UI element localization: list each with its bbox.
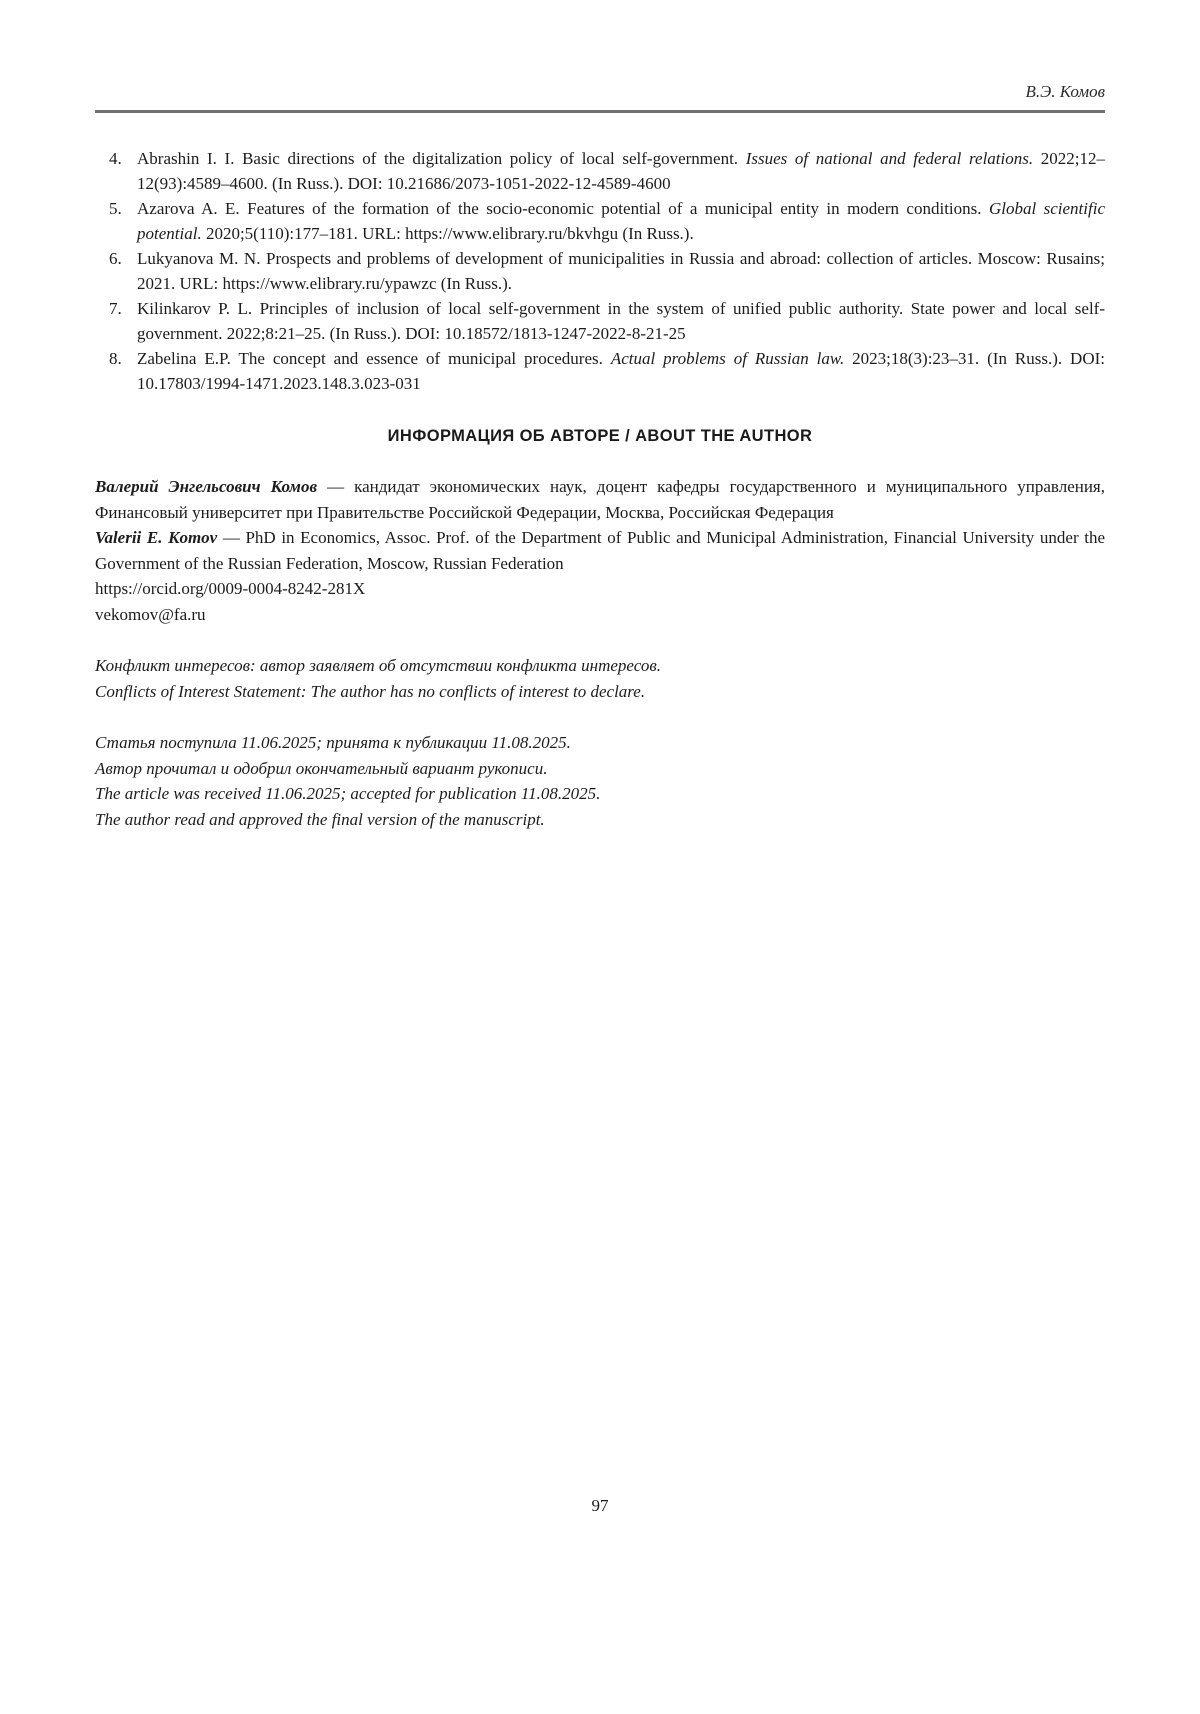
reference-text <box>137 349 1105 393</box>
reference-segment: Zabelina E.P. The concept and essence of municipal procedures. <box>137 349 611 368</box>
reference-text <box>137 249 1105 293</box>
reference-segment: Kilinkarov P. L. Principles of inclusion of local self-government in the system of unified public authority. State power and local self-government. 2022;8:21–25. (In Russ.). DOI: 10.18572/1813-1247-2022-8-21-25 <box>137 299 1105 343</box>
author-ru-paragraph <box>95 474 1105 525</box>
reference-segment: 2023;18(3):23–31. (In Russ.). DOI: 10.17803/1994-1471.2023.148.3.023-031 <box>137 349 1105 393</box>
approved-note-en: The author read and approved the final version of the manuscript. <box>95 809 545 829</box>
author-email: vekomov@fa.ru <box>95 604 206 624</box>
received-date-en: The article was received 11.06.2025; accepted for publication 11.08.2025. <box>95 784 601 803</box>
reference-text <box>137 299 1105 343</box>
author-en-paragraph <box>95 525 1105 576</box>
reference-item-8 <box>95 346 1105 396</box>
reference-text <box>137 149 1105 193</box>
page-number: 97 <box>591 1496 609 1515</box>
received-date-ru: Статья поступила 11.06.2025; принята к публикации 11.08.2025. <box>95 733 571 752</box>
conflict-of-interest-block <box>95 653 1105 704</box>
conflict-statement-ru: Конфликт интересов: автор заявляет об отсутствии конфликта интересов. <box>95 656 662 675</box>
reference-item-7 <box>95 296 1105 346</box>
reference-number: 7. <box>109 299 122 318</box>
reference-segment: Lukyanova M. N. Prospects and problems of development of municipalities in Russia and abroad: collection of articles. Moscow: Rusains; 2021. URL: https://www.elibrary.ru/ypawzc (In Russ.). <box>137 249 1105 293</box>
about-author-heading: ИНФОРМАЦИЯ ОБ АВТОРЕ / ABOUT THE AUTHOR <box>387 427 813 445</box>
author-name-en: Valerii E. Komov <box>95 528 218 547</box>
reference-journal-title: Global scientific potential. <box>137 199 1105 243</box>
reference-number: 4. <box>109 149 122 168</box>
author-info-block <box>95 474 1105 627</box>
reference-segment: 2020;5(110):177–181. URL: https://www.elibrary.ru/bkvhgu (In Russ.). <box>201 224 694 243</box>
reference-segment: 2022;12–12(93):4589–4600. (In Russ.). DOI: 10.21686/2073-1051-2022-12-4589-4600 <box>137 149 1105 193</box>
reference-number: 8. <box>109 349 122 368</box>
page-content <box>0 0 1200 832</box>
reference-list <box>95 146 1105 396</box>
reference-item-6 <box>95 246 1105 296</box>
running-head-author: В.Э. Комов <box>1025 82 1105 101</box>
conflict-statement-en: Conflicts of Interest Statement: The author has no conflicts of interest to declare. <box>95 681 646 701</box>
article-dates-block <box>95 730 1105 832</box>
reference-segment: Abrashin I. I. Basic directions of the digitalization policy of local self-government. <box>137 149 746 168</box>
reference-item-4 <box>95 146 1105 196</box>
reference-journal-title: Issues of national and federal relations. <box>745 149 1034 168</box>
orcid-link: https://orcid.org/0009-0004-8242-281X <box>95 579 366 598</box>
reference-item-5 <box>95 196 1105 246</box>
approved-note-ru: Автор прочитал и одобрил окончательный вариант рукописи. <box>95 758 548 778</box>
author-affiliation-en: — PhD in Economics, Assoc. Prof. of the Department of Public and Municipal Administration, Financial University under the Government of the Russian Federation, Moscow, Russian Federation <box>95 528 1106 573</box>
reference-number: 6. <box>109 249 122 268</box>
reference-text <box>137 199 1105 243</box>
author-name-ru: Валерий Энгельсович Комов <box>95 477 318 496</box>
author-affiliation-ru: — кандидат экономических наук, доцент кафедры государственного и муниципального управления, Финансовый университет при Правительстве Российской Федерации, Москва, Российская Федерация <box>95 477 1105 522</box>
reference-number: 5. <box>109 199 122 218</box>
reference-journal-title: Actual problems of Russian law. <box>610 349 845 368</box>
running-head <box>95 82 1105 102</box>
reference-segment: Azarova A. E. Features of the formation of the socio-economic potential of a municipal entity in modern conditions. <box>137 199 989 218</box>
header-rule <box>95 110 1105 113</box>
